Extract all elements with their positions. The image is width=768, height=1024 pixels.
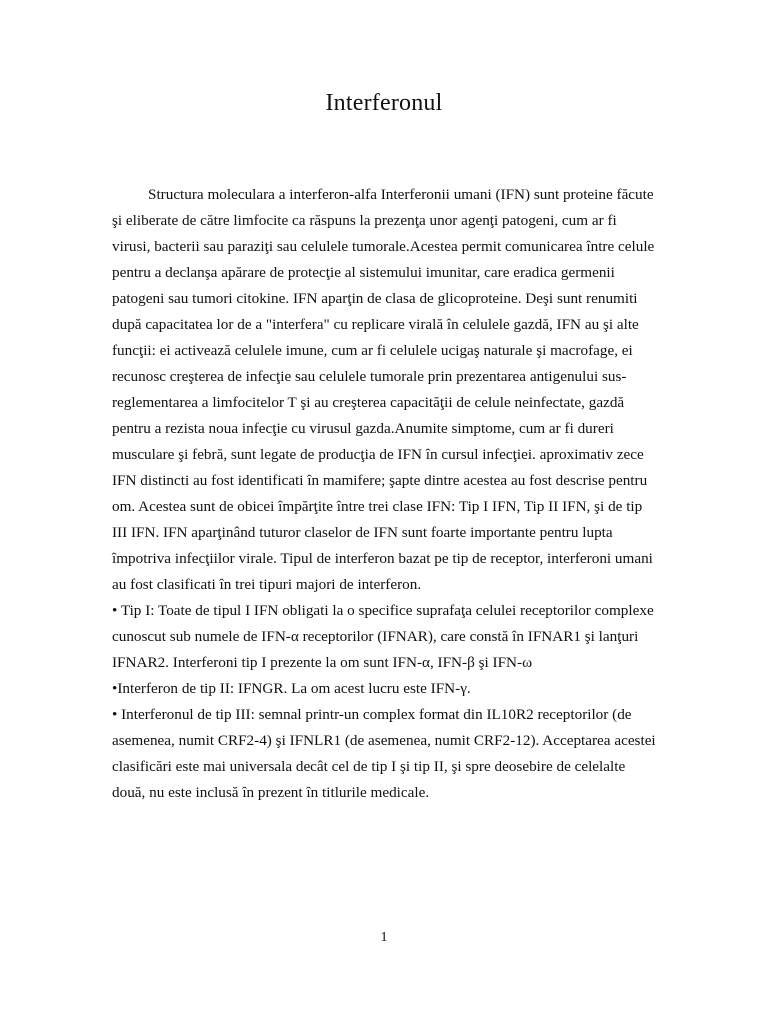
page-title: Interferonul xyxy=(325,90,443,116)
type-2-paragraph: •Interferon de tip II: IFNGR. La om acest lucru este IFN-γ. xyxy=(112,680,471,697)
intro-paragraph: Structura moleculara a interferon-alfa Interferonii umani (IFN) sunt proteine făcute şi eliberate de către limfocite ca răspuns la prezenţa unor agenţi patogeni, cum ar fi virusi, bacterii sau paraziţi sau celulele tumorale.Acestea permit comunicarea între celule pentru a declanşa apărare de protecţie al sistemului imunitar, care eradica germenii patogeni sau tumori citokine. IFN aparţin de clasa de glicoproteine. Deşi sunt renumiti după capacitatea lor de a "interfera" cu replicare virală în celulele gazdă, IFN au şi alte funcţii: ei activează celulele imune, cum ar fi celulele ucigaş naturale şi macrofage, ei recunosc creşterea de infecţie sau celulele tumorale prin prezentarea antigenului sus-reglementarea a limfocitelor T şi au creşterea capacităţii de celule neinfectate, gazdă pentru a rezista noua infecţie cu virusul gazda.Anumite simptome, cum ar fi dureri musculare şi febră, sunt legate de producţia de IFN în cursul infecţiei. aproximativ zece IFN distincti au fost identificati în mamifere; şapte dintre acestea au fost descrise pentru om. Acestea sunt de obicei împărţite între trei clase IFN: Tip I IFN, Tip II IFN, şi de tip III IFN. IFN aparţinând tuturor claselor de IFN sunt foarte importante pentru lupta împotriva infecţiilor virale. Tipul de interferon bazat pe tip de receptor, interferoni umani au fost clasificati în trei tipuri majori de interferon. xyxy=(112,186,655,593)
type-1-paragraph: • Tip I: Toate de tipul I IFN obligati la o specifice suprafaţa celulei receptorilor complexe cunoscut sub numele de IFN-α receptorilor (IFNAR), care constă în IFNAR1 şi lanţuri IFNAR2. Interferoni tip I prezente la om sunt IFN-α, IFN-β şi IFN-ω xyxy=(112,602,654,671)
page-number: 1 xyxy=(380,930,388,945)
body-text xyxy=(112,182,657,806)
type-3-paragraph: • Interferonul de tip III: semnal printr-un complex format din IL10R2 receptorilor (de asemenea, numit CRF2-4) şi IFNLR1 (de asemenea, numit CRF2-12). Acceptarea acestei clasificări este mai universala decât cel de tip I şi tip II, şi spre deosebire de celelalte două, nu este inclusă în prezent în titlurile medicale. xyxy=(112,706,656,801)
